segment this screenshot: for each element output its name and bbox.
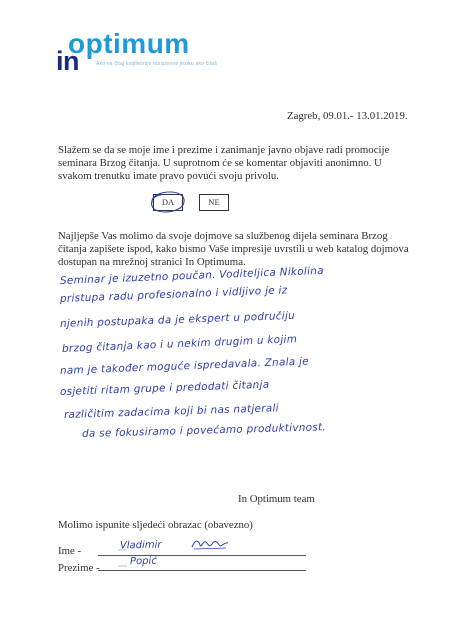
handwritten-line: različitim zadacima koji bi nas natjerali: [63, 402, 280, 421]
prezime-label: Prezime -: [58, 562, 100, 574]
handwritten-line: Seminar je izuzetno poučan. Voditeljica Nikolina: [59, 264, 325, 287]
logo-tagline: Ako na čitaj kvalitetnije obrazovne jeziku ako čitaš: [96, 61, 218, 67]
ime-value: Vladimir: [119, 539, 162, 552]
prezime-value: Popić: [129, 555, 157, 568]
ime-label: Ime -: [58, 545, 82, 557]
signature-scribble-icon: [190, 536, 230, 552]
handwritten-line: njenih postupaka da je ekspert u područiju: [59, 309, 296, 330]
faint-mark: [118, 565, 127, 567]
form-instruction: Molimo ispunite sljedeći obrazac (obavezno): [58, 519, 253, 531]
option-ne-box[interactable]: NE: [199, 194, 229, 211]
option-da-box[interactable]: DA: [153, 194, 183, 211]
consent-paragraph: Slažem se da se moje ime i prezime i zanimanje javno objave radi promocije seminara Brzog čitanja. U suprotnom će se komentar objaviti anonimno. U svakom trenutku imate pravo povući svoju privolu.: [58, 144, 390, 183]
logo-optimum-text: optimum: [68, 28, 190, 59]
request-paragraph: Najljepše Vas molimo da svoje dojmove sa službenog dijela seminara Brzog čitanja zapišete ispod, kako bismo Vaše impresije uvrstili u web katalog dojmova dostupan na mrežnoj stranici In Optimuma.: [58, 230, 409, 269]
da-selection-circle-icon: [146, 189, 188, 215]
handwritten-line: brzog čitanja kao i u nekim drugim u kojim: [61, 333, 298, 355]
logo-in-text: in: [56, 46, 79, 76]
handwritten-line: pristupa radu profesionalno i vidljivo je iz: [59, 284, 288, 305]
date-line: Zagreb, 09.01.- 13.01.2019.: [287, 110, 408, 122]
handwritten-line: nam je također moguće ispredavala. Znala je: [59, 355, 310, 377]
handwritten-line: osjetiti ritam grupe i predodati čitanja: [59, 378, 270, 398]
handwritten-line: da se fokusiramo i povećamo produktivnost.: [81, 421, 327, 440]
team-signature: In Optimum team: [238, 493, 315, 505]
prezime-field[interactable]: [98, 570, 306, 571]
